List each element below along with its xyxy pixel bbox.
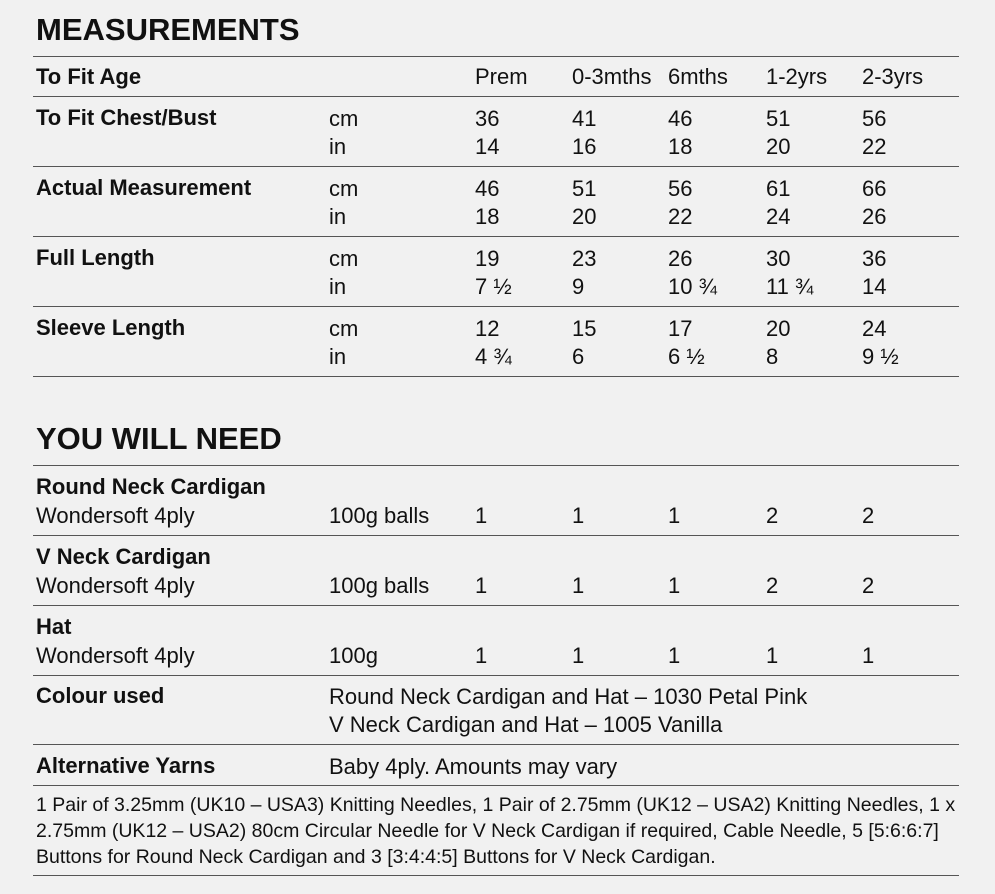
unit-label: cm bbox=[329, 106, 359, 131]
cm-value: 30 bbox=[766, 246, 791, 271]
colour-line: Round Neck Cardigan and Hat – 1030 Petal Pink bbox=[329, 684, 808, 709]
alternative-yarns-label: Alternative Yarns bbox=[36, 753, 216, 778]
you-will-need-heading: YOU WILL NEED bbox=[36, 421, 282, 456]
divider bbox=[33, 306, 959, 307]
unit-label: in bbox=[329, 344, 347, 369]
divider bbox=[33, 166, 959, 167]
cm-value: 66 bbox=[862, 176, 887, 201]
cm-value: 51 bbox=[766, 106, 791, 131]
cm-value: 36 bbox=[862, 246, 887, 271]
divider bbox=[33, 96, 959, 97]
divider bbox=[33, 535, 959, 536]
yarn-quantity: 1 bbox=[475, 643, 488, 668]
yarn-quantity: 1 bbox=[668, 573, 681, 598]
in-value: 10 ¾ bbox=[668, 274, 717, 299]
yarn-quantity: 2 bbox=[862, 503, 875, 528]
in-value: 14 bbox=[862, 274, 887, 299]
yarn-unit: 100g balls bbox=[329, 503, 430, 528]
cm-value: 19 bbox=[475, 246, 500, 271]
cm-value: 12 bbox=[475, 316, 500, 341]
yarn-quantity: 1 bbox=[572, 503, 585, 528]
divider bbox=[33, 875, 959, 876]
in-value: 26 bbox=[862, 204, 887, 229]
measurements-heading: MEASUREMENTS bbox=[36, 12, 300, 47]
unit-label: in bbox=[329, 134, 347, 159]
yarn-quantity: 1 bbox=[475, 573, 488, 598]
needles-buttons-note: 1 Pair of 3.25mm (UK10 – USA3) Knitting Needles, 1 Pair of 2.75mm (UK12 – USA2) Knitting Needles, 1 x 2.75mm (UK12 – USA2) 80cm Circular Needle for V Neck Cardigan if required, Cable Needle, 5 [5:6:6:7] Buttons for Round Neck Cardigan and 3 [3:4:4:5] Buttons for V Neck Cardigan. bbox=[36, 794, 956, 868]
unit-label: cm bbox=[329, 316, 359, 341]
age-header: 1-2yrs bbox=[766, 64, 828, 89]
colour-label: Colour used bbox=[36, 683, 165, 708]
yarn-name: Wondersoft 4ply bbox=[36, 503, 195, 528]
measurement-label: To Fit Chest/Bust bbox=[36, 105, 217, 130]
cm-value: 56 bbox=[862, 106, 887, 131]
divider bbox=[33, 376, 959, 377]
unit-label: in bbox=[329, 204, 347, 229]
cm-value: 20 bbox=[766, 316, 791, 341]
cm-value: 56 bbox=[668, 176, 693, 201]
measurement-label: Sleeve Length bbox=[36, 315, 186, 340]
in-value: 6 ½ bbox=[668, 344, 705, 369]
cm-value: 17 bbox=[668, 316, 693, 341]
unit-label: cm bbox=[329, 246, 359, 271]
in-value: 14 bbox=[475, 134, 500, 159]
in-value: 8 bbox=[766, 344, 779, 369]
in-value: 18 bbox=[475, 204, 500, 229]
in-value: 9 ½ bbox=[862, 344, 899, 369]
cm-value: 24 bbox=[862, 316, 887, 341]
divider bbox=[33, 56, 959, 57]
divider bbox=[33, 465, 959, 466]
cm-value: 15 bbox=[572, 316, 597, 341]
age-label: To Fit Age bbox=[36, 64, 142, 89]
cm-value: 23 bbox=[572, 246, 597, 271]
in-value: 4 ¾ bbox=[475, 344, 512, 369]
colour-line: V Neck Cardigan and Hat – 1005 Vanilla bbox=[329, 712, 723, 737]
cm-value: 26 bbox=[668, 246, 693, 271]
age-header: Prem bbox=[475, 64, 528, 89]
in-value: 11 ¾ bbox=[766, 274, 814, 299]
cm-value: 46 bbox=[475, 176, 500, 201]
yarn-name: Wondersoft 4ply bbox=[36, 573, 195, 598]
age-header: 2-3yrs bbox=[862, 64, 924, 89]
cm-value: 51 bbox=[572, 176, 597, 201]
garment-title: Round Neck Cardigan bbox=[36, 474, 266, 499]
yarn-quantity: 1 bbox=[766, 643, 779, 668]
yarn-quantity: 1 bbox=[668, 643, 681, 668]
yarn-quantity: 2 bbox=[862, 573, 875, 598]
in-value: 16 bbox=[572, 134, 597, 159]
yarn-unit: 100g bbox=[329, 643, 378, 668]
divider bbox=[33, 785, 959, 786]
yarn-quantity: 1 bbox=[862, 643, 875, 668]
measurement-label: Actual Measurement bbox=[36, 175, 252, 200]
yarn-quantity: 1 bbox=[668, 503, 681, 528]
divider bbox=[33, 236, 959, 237]
in-value: 18 bbox=[668, 134, 693, 159]
in-value: 20 bbox=[766, 134, 791, 159]
divider bbox=[33, 744, 959, 745]
measurement-label: Full Length bbox=[36, 245, 155, 270]
yarn-quantity: 1 bbox=[572, 643, 585, 668]
cm-value: 41 bbox=[572, 106, 597, 131]
in-value: 6 bbox=[572, 344, 585, 369]
in-value: 9 bbox=[572, 274, 585, 299]
yarn-quantity: 1 bbox=[475, 503, 488, 528]
unit-label: in bbox=[329, 274, 347, 299]
yarn-quantity: 2 bbox=[766, 573, 779, 598]
yarn-unit: 100g balls bbox=[329, 573, 430, 598]
age-header: 0-3mths bbox=[572, 64, 652, 89]
in-value: 24 bbox=[766, 204, 791, 229]
garment-title: V Neck Cardigan bbox=[36, 544, 211, 569]
yarn-name: Wondersoft 4ply bbox=[36, 643, 195, 668]
garment-title: Hat bbox=[36, 614, 72, 639]
cm-value: 36 bbox=[475, 106, 500, 131]
yarn-quantity: 1 bbox=[572, 573, 585, 598]
in-value: 22 bbox=[862, 134, 887, 159]
yarn-quantity: 2 bbox=[766, 503, 779, 528]
in-value: 22 bbox=[668, 204, 693, 229]
unit-label: cm bbox=[329, 176, 359, 201]
alternative-yarns-text: Baby 4ply. Amounts may vary bbox=[329, 754, 618, 779]
cm-value: 46 bbox=[668, 106, 693, 131]
cm-value: 61 bbox=[766, 176, 791, 201]
in-value: 7 ½ bbox=[475, 274, 512, 299]
divider bbox=[33, 605, 959, 606]
age-header: 6mths bbox=[668, 64, 728, 89]
divider bbox=[33, 675, 959, 676]
in-value: 20 bbox=[572, 204, 597, 229]
